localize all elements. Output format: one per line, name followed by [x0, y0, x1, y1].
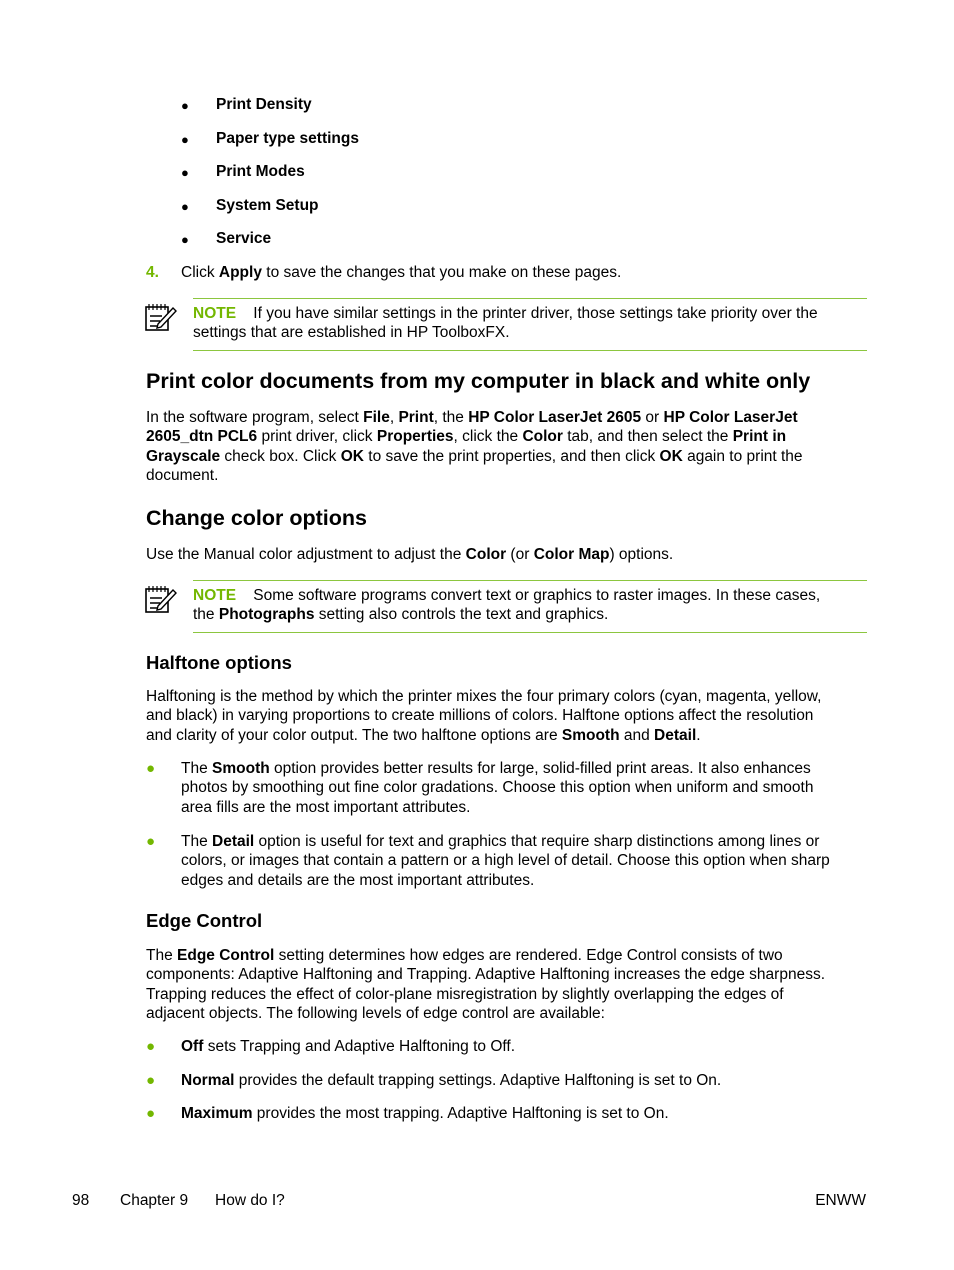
halftone-paragraph: Halftoning is the method by which the printer mixes the four primary colors (cyan, magenta, yellow, and black) in varying proportions to create millions of colors. Halftone options affect the resolution and clarity of your color output. The two halftone options are Smooth and Detail. [146, 688, 822, 744]
list-item: Print Modes [216, 163, 305, 180]
subsection-heading: Edge Control [146, 910, 263, 931]
list-item: Print Density [216, 96, 312, 113]
bullet-glyph: ● [181, 165, 189, 180]
list-item: Maximum provides the most trapping. Adaptive Halftoning is set to On. [181, 1105, 669, 1122]
bullet-glyph: ● [146, 760, 156, 777]
note-bottom-rule [193, 632, 867, 633]
step-text: Click Apply to save the changes that you make on these pages. [181, 264, 622, 281]
note-label: NOTE [193, 305, 237, 322]
section-paragraph: Use the Manual color adjustment to adjust the Color (or Color Map) options. [146, 546, 674, 563]
list-item: The Detail option is useful for text and graphics that require sharp distinctions among lines or colors, or images that contain a pattern or a high level of detail. Choose this option when sharp edges and details are the most important attributes. [181, 833, 830, 889]
list-item: Normal provides the default trapping settings. Adaptive Halftoning is set to On. [181, 1072, 722, 1089]
list-item: System Setup [216, 197, 319, 214]
footer-right-label: ENWW [815, 1192, 866, 1209]
list-item: Service [216, 230, 272, 247]
note-pad-pencil-icon [144, 584, 178, 614]
note-top-rule [193, 298, 867, 299]
chapter-label: Chapter 9 [120, 1192, 189, 1209]
bullet-glyph: ● [181, 199, 189, 214]
bullet-glyph: ● [146, 1072, 156, 1089]
bullet-glyph: ● [146, 1105, 156, 1122]
bullet-glyph: ● [181, 98, 189, 113]
chapter-title: How do I? [215, 1192, 285, 1209]
subsection-heading: Halftone options [146, 652, 292, 673]
note-top-rule [193, 580, 867, 581]
note-text: NOTE If you have similar settings in the printer driver, those settings take priority over the settings that are established in HP ToolboxFX. [193, 305, 818, 342]
bullet-glyph: ● [181, 232, 189, 247]
list-item: Paper type settings [216, 130, 359, 147]
step-number: 4. [146, 264, 159, 281]
note-bottom-rule [193, 350, 867, 351]
note-pad-pencil-icon [144, 302, 178, 332]
note-label: NOTE [193, 587, 237, 604]
bullet-glyph: ● [146, 1038, 156, 1055]
bullet-glyph: ● [181, 132, 189, 147]
list-item: The Smooth option provides better results for large, solid-filled print areas. It also enhances photos by smoothing out fine color gradations. Choose this option when uniform and smooth area fills are the most important attributes. [181, 760, 814, 816]
section-paragraph: In the software program, select File, Print, the HP Color LaserJet 2605 or HP Color LaserJet 2605_dtn PCL6 print driver, click Properties, click the Color tab, and then select the Print in Grayscale check box. Click OK to save the print properties, and then click OK again to print the document. [146, 409, 803, 485]
bullet-glyph: ● [146, 833, 156, 850]
section-heading: Print color documents from my computer in black and white only [146, 369, 811, 393]
edge-paragraph: The Edge Control setting determines how edges are rendered. Edge Control consists of two components: Adaptive Halftoning and Trapping. Adaptive Halftoning increases the edge sharpness. Trapping reduces the effect of color-plane misregistration by slightly overlapping the edges of adjacent objects. The following levels of edge control are available: [146, 947, 826, 1023]
page-number: 98 [72, 1192, 90, 1209]
section-heading: Change color options [146, 506, 367, 530]
list-item: Off sets Trapping and Adaptive Halftoning to Off. [181, 1038, 516, 1055]
note-text: NOTE Some software programs convert text or graphics to raster images. In these cases, the Photographs setting also controls the text and graphics. [193, 587, 821, 624]
